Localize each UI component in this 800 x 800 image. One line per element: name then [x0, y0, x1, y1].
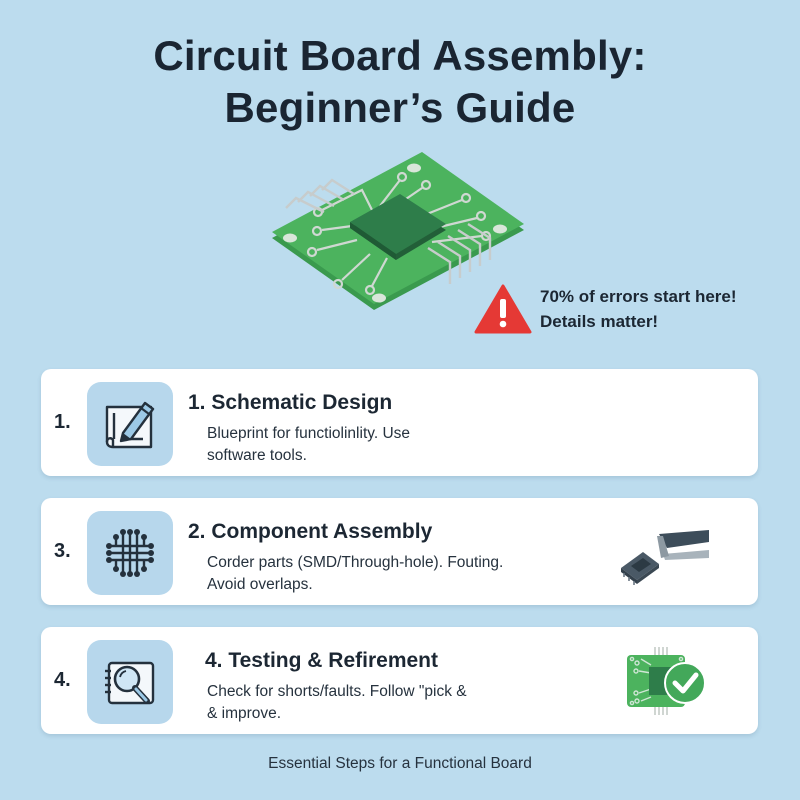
magnifier-inspect-icon	[99, 651, 161, 713]
desc-line-1: Corder parts (SMD/Through-hole). Fouting.	[207, 554, 504, 571]
desc-line-2: Avoid overlaps.	[207, 576, 313, 593]
step-marker: 3.	[54, 540, 71, 562]
circuit-grid-icon	[99, 522, 161, 584]
page-title	[0, 30, 800, 134]
icon-tile	[87, 382, 173, 466]
step-heading: 4. Testing & Refirement	[205, 649, 438, 672]
warning-triangle-icon	[474, 283, 532, 335]
step-card-component-assembly	[41, 498, 758, 605]
step-heading: 1. Schematic Design	[188, 391, 393, 414]
title-line-2: Beginner’s Guide	[224, 84, 576, 131]
footer-caption: Essential Steps for a Functional Board	[268, 755, 532, 772]
step-card-schematic-design	[41, 369, 758, 476]
step-marker: 1.	[54, 411, 71, 433]
icon-tile	[87, 511, 173, 595]
warning-callout	[474, 283, 737, 335]
desc-line-1: Check for shorts/faults. Follow "pick &	[207, 683, 467, 700]
step-card-testing-refirement	[41, 627, 758, 734]
callout-line-2: Details matter!	[540, 312, 659, 331]
step-description	[207, 681, 507, 725]
step-description	[207, 423, 507, 467]
title-line-1: Circuit Board Assembly:	[153, 32, 647, 79]
desc-line-2: & improve.	[207, 705, 282, 722]
step-heading: 2. Component Assembly	[188, 520, 433, 543]
blueprint-pencil-icon	[99, 393, 161, 455]
tweezers-chip-icon	[613, 516, 713, 591]
step-marker: 4.	[54, 669, 71, 691]
pcb-checkmark-icon	[623, 645, 713, 722]
desc-line-2: software tools.	[207, 447, 307, 464]
desc-line-1: Blueprint for functiolinlity. Use	[207, 425, 411, 442]
step-description	[207, 552, 587, 596]
callout-line-1: 70% of errors start here!	[540, 287, 737, 306]
icon-tile	[87, 640, 173, 724]
